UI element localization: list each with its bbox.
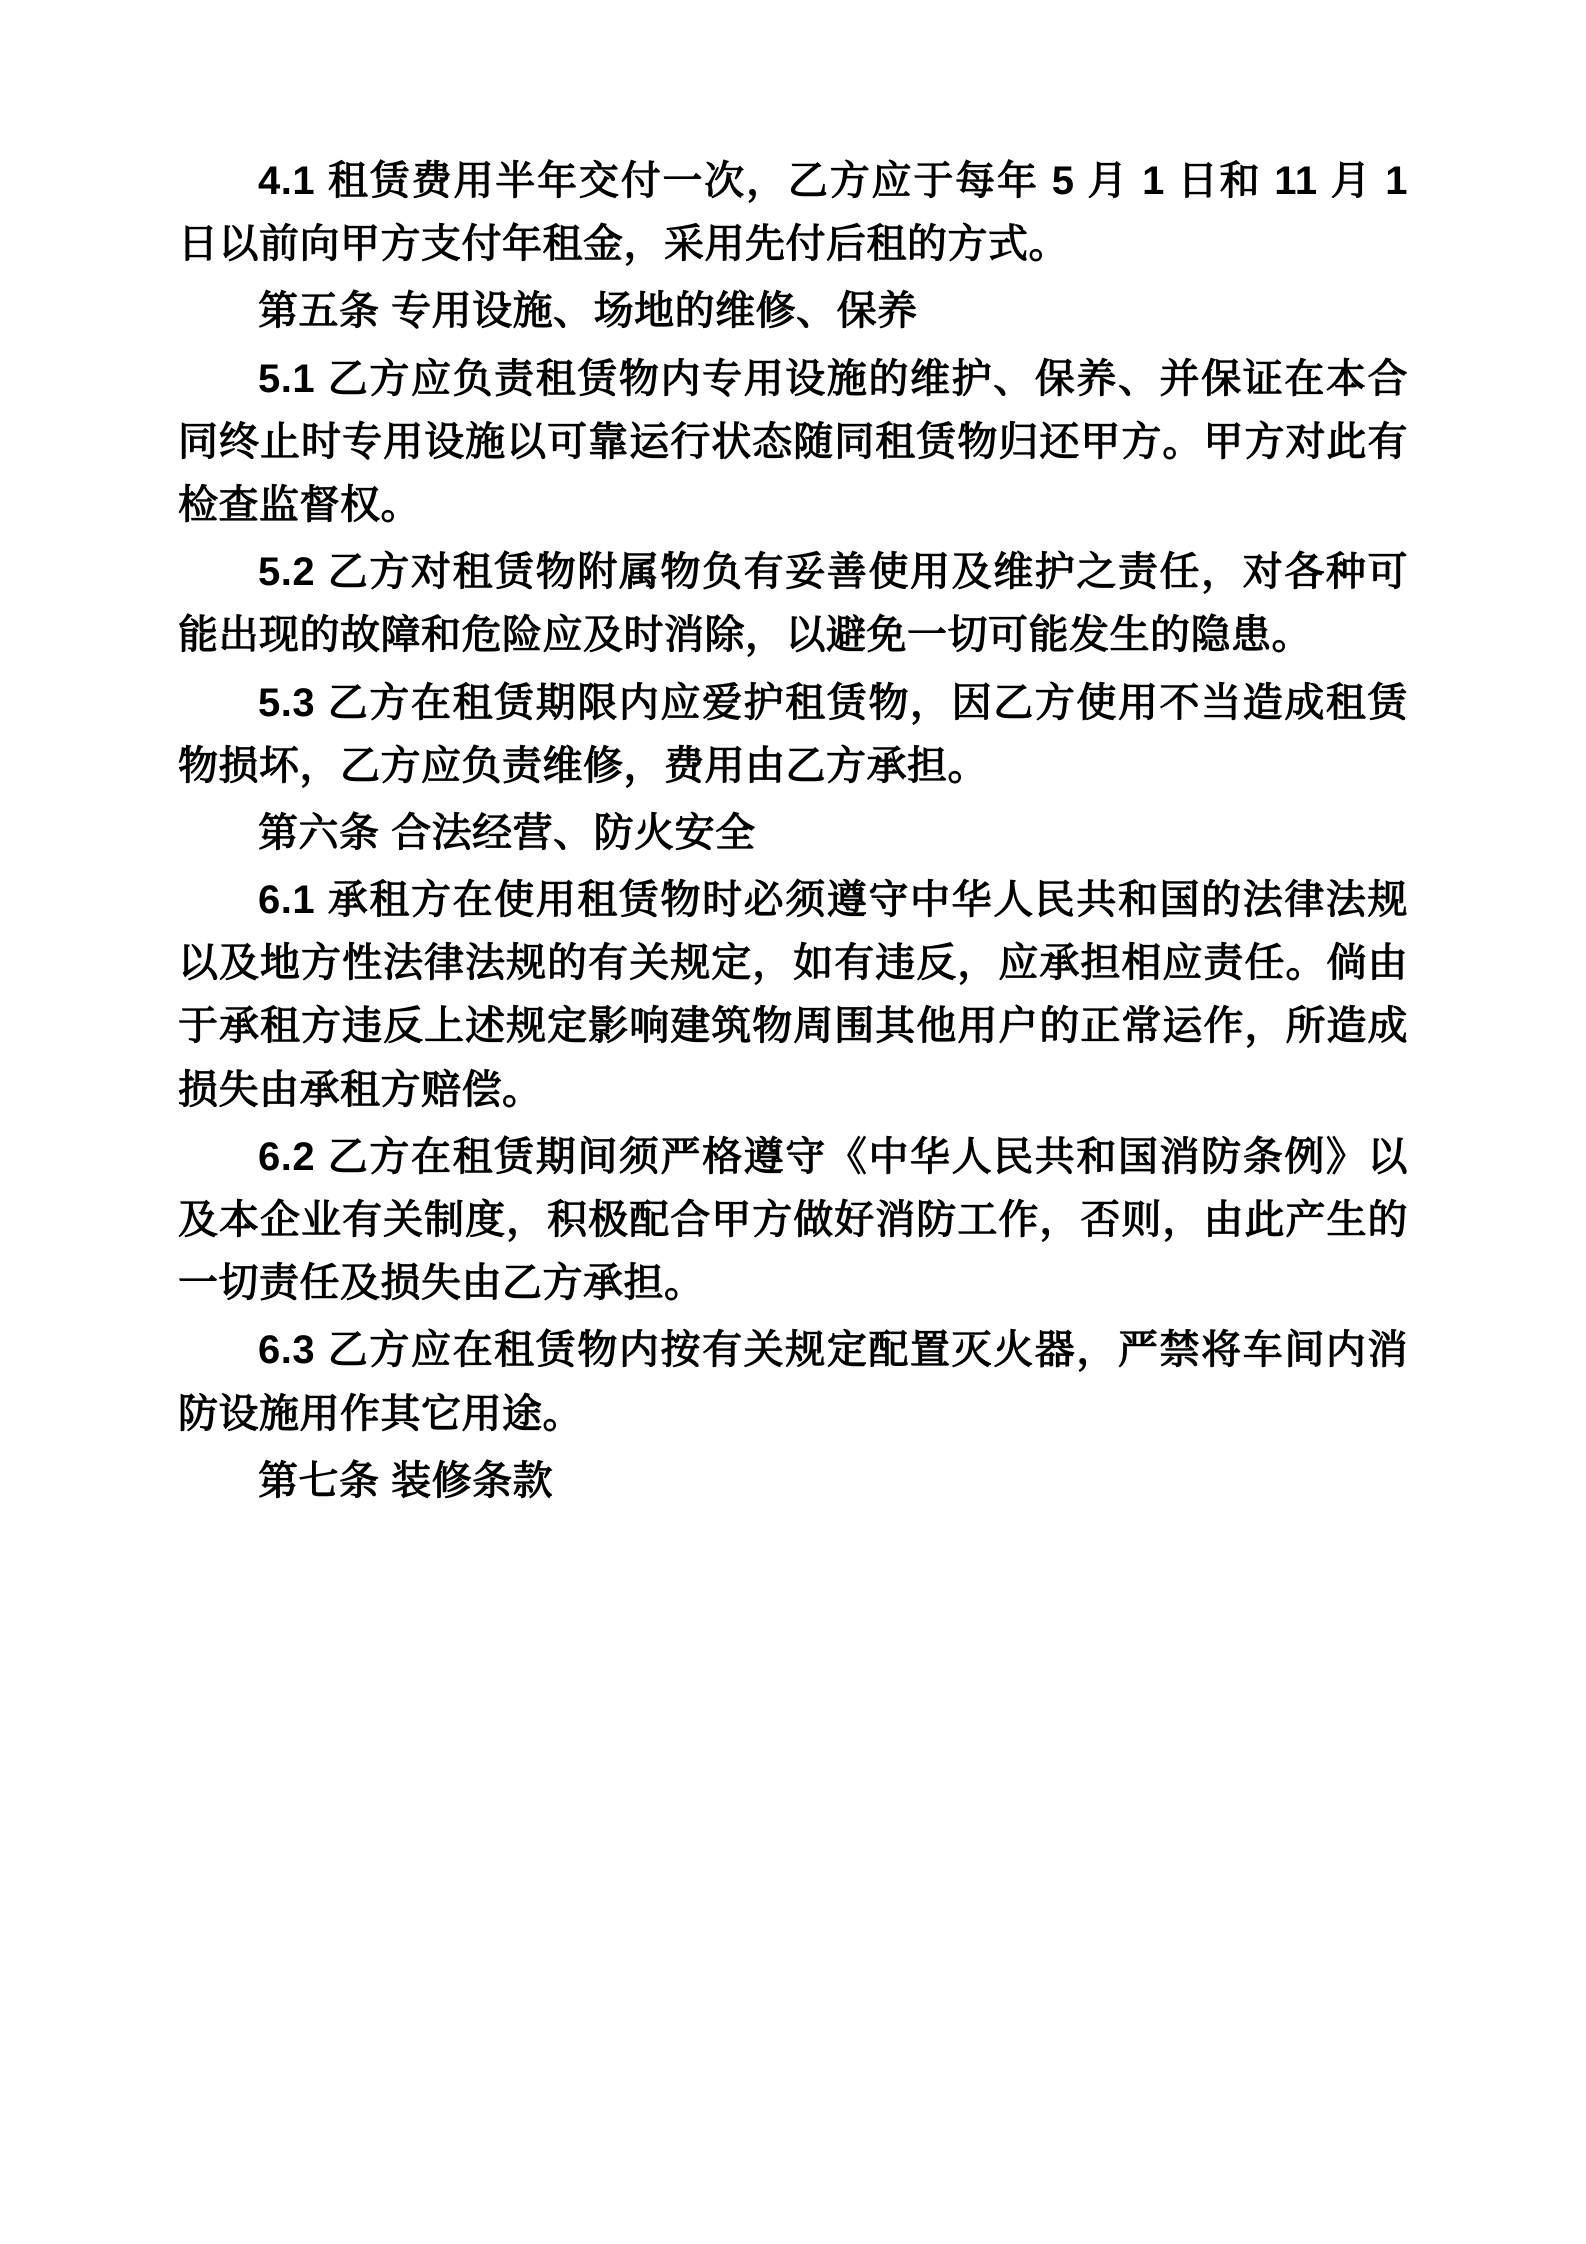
paragraph-clause-4-1: 4.1 租赁费用半年交付一次，乙方应于每年 5 月 1 日和 11 月 1 日以前向甲方支付年租金，采用先付后租的方式。 [178, 159, 1408, 267]
paragraph-clause-7-heading: 第七条 装修条款 [258, 1458, 554, 1503]
paragraph-clause-5-2: 5.2 乙方对租赁物附属物负有妥善使用及维护之责任，对各种可能出现的故障和危险应及时消除，以避免一切可能发生的隐患。 [178, 550, 1408, 658]
paragraph-clause-5-heading: 第五条 专用设施、场地的维修、保养 [258, 289, 918, 334]
paragraph-clause-5-1: 5.1 乙方应负责租赁物内专用设施的维护、保养、并保证在本合同终止时专用设施以可靠运行状态随同租赁物归还甲方。甲方对此有检查监督权。 [178, 356, 1408, 527]
paragraph-clause-6-1: 6.1 承租方在使用租赁物时必须遵守中华人民共和国的法律法规以及地方性法律法规的有关规定，如有违反，应承担相应责任。倘由于承租方违反上述规定影响建筑物周围其他用户的正常运作，所造成损失由承租方赔偿。 [178, 878, 1408, 1112]
paragraph-clause-6-3: 6.3 乙方应在租赁物内按有关规定配置灭火器，严禁将车间内消防设施用作其它用途。 [178, 1328, 1408, 1436]
paragraph-clause-6-heading: 第六条 合法经营、防火安全 [258, 810, 756, 855]
paragraph-clause-6-2: 6.2 乙方在租赁期间须严格遵守《中华人民共和国消防条例》以及本企业有关制度，积极配合甲方做好消防工作，否则，由此产生的一切责任及损失由乙方承担。 [178, 1134, 1408, 1306]
paragraph-clause-5-3: 5.3 乙方在租赁期限内应爱护租赁物，因乙方使用不当造成租赁物损坏，乙方应负责维修，费用由乙方承担。 [178, 680, 1408, 788]
document-body [178, 150, 1408, 1513]
